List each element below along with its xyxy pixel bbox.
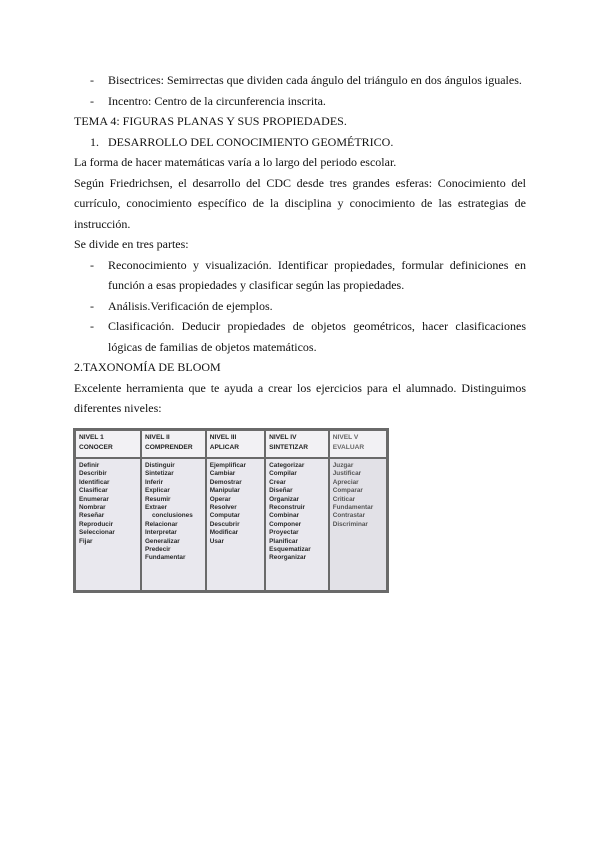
bloom-verb: Resolver [209,504,237,512]
bloom-verb: Inferir [144,478,164,486]
bloom-taxonomy-table [73,428,389,593]
bloom-column-header [76,431,140,457]
bloom-verb: Demostrar [209,478,242,486]
bloom-heading: 2.TAXONOMÍA DE BLOOM [74,360,221,374]
numbered-heading [74,132,526,153]
bloom-level-label: NIVEL V [332,434,359,441]
bloom-verb: Esquematizar [269,546,311,554]
bloom-verb-list [266,459,328,590]
list-dash: - [90,319,94,333]
bloom-verb: Reconstruir [269,504,306,512]
bloom-verb: Distinguir [144,462,175,469]
bloom-level-name: CONOCER [79,444,113,451]
bloom-verb: Comparar [332,487,363,495]
bloom-verb: Proyectar [269,529,299,537]
bloom-verb: Crear [269,478,286,486]
bloom-verb: Justificar [332,470,362,478]
bloom-verb-list [76,459,140,590]
bloom-column-header [266,431,328,457]
bloom-verb: Clasificar [79,487,108,495]
list-dash: - [90,73,94,87]
bloom-verb: Generalizar [144,537,180,545]
bloom-level-name: APLICAR [209,444,240,451]
bloom-verb: Definir [79,462,100,469]
list-item-bisectrices [74,70,526,91]
bloom-verb: Planificar [269,537,298,545]
list-dash: - [90,257,94,272]
bloom-verb-list [142,459,205,590]
bloom-verb: Resumir [144,495,171,503]
paragraph-bloom: Excelente herramienta que te ayuda a crear los ejercicios para el alumnado. Distinguimos diferentes niveles: [74,380,526,415]
bloom-verb: Fundamentar [332,504,374,512]
bloom-level-name: SINTETIZAR [269,444,308,451]
list-item-clasificacion [74,316,526,357]
paragraph-friedrichsen: Según Friedrichsen, el desarrollo del CDC desde tres grandes esferas: Conocimiento del currículo, conocimiento específico de la disciplina y conocimiento de las estrategias de instrucción. [74,175,526,231]
bloom-verb: Enumerar [79,495,109,503]
list-item-text: Análisis.Verificación de ejemplos. [108,298,273,313]
bloom-column-header [330,431,386,457]
bloom-verb: Usar [209,537,224,545]
bloom-verb-list [330,459,386,590]
bloom-verb: Modificar [209,529,239,537]
bloom-level-label: NIVEL IV [269,434,297,441]
bloom-verb: Componer [269,520,302,528]
bloom-verb: Categorizar [269,462,305,469]
bloom-level-name: EVALUAR [332,444,365,451]
bloom-verb-list [207,459,264,590]
bloom-verb: Predecir [144,546,171,554]
bloom-column-1 [76,431,140,590]
bloom-verb: Fundamentar [144,554,186,562]
list-item-text: Bisectrices: Semirrectas que dividen cada ángulo del triángulo en dos ángulos iguales. [108,73,522,87]
bloom-verb: Compilar [269,470,297,478]
paragraph-forma: La forma de hacer matemáticas varía a lo largo del periodo escolar. [74,155,397,169]
bloom-verb: Seleccionar [79,529,115,537]
bloom-verb: Interpretar [144,529,177,537]
bloom-verb: Juzgar [332,462,354,469]
bloom-verb: Explicar [144,487,170,495]
paragraph-divide: Se divide en tres partes: [74,237,189,251]
list-dash: - [90,298,94,313]
bloom-column-4 [266,431,328,590]
list-item-text: Reconocimiento y visualización. Identificar propiedades, formular definiciones en función a esas propiedades y clasificar según las propiedades. [108,257,526,292]
bloom-verb: Extraer [144,504,167,512]
bloom-verb: Reseñar [79,512,105,520]
bloom-column-header [142,431,205,457]
bloom-verb: Diseñar [269,487,293,495]
bloom-level-label: NIVEL II [144,434,170,441]
bloom-level-name: COMPRENDER [144,444,193,451]
bloom-verb: Organizar [269,495,299,503]
list-item-text: Clasificación. Deducir propiedades de objetos geométricos, hacer clasificaciones lógicas de familias de objetos matemáticos. [108,319,526,354]
bloom-column-2 [142,431,205,590]
bloom-verb: Combinar [269,512,299,520]
bloom-verb: Sintetizar [144,470,174,478]
bloom-verb: Contrastar [332,512,366,520]
bloom-column-3 [207,431,264,590]
list-item-incentro [74,91,526,112]
bloom-verb: Relacionar [144,520,178,528]
list-item-reconocimiento [74,255,526,296]
bloom-verb: Discriminar [332,520,368,528]
bloom-verb: Nombrar [79,504,106,512]
bloom-verb: Apreciar [332,478,359,486]
heading-number: 1. [90,134,99,149]
bloom-column-5 [330,431,386,590]
list-dash: - [90,93,94,108]
bloom-verb: Operar [209,495,231,503]
bloom-column-header [207,431,264,457]
bloom-verb: Reproducir [79,520,114,528]
bloom-verb: Descubrir [209,520,240,528]
bloom-verb: Cambiar [209,470,236,478]
bloom-verb: Computar [209,512,240,520]
bloom-verb: Reorganizar [269,554,307,562]
bloom-level-label: NIVEL III [209,434,237,441]
bloom-level-label: NIVEL 1 [79,434,104,441]
bloom-verb: Ejemplificar [209,462,246,469]
list-item-text: Incentro: Centro de la circunferencia inscrita. [108,93,326,108]
bloom-verb: conclusiones [151,512,193,520]
bloom-verb: Manipular [209,487,240,495]
heading-text: DESARROLLO DEL CONOCIMIENTO GEOMÉTRICO. [108,134,394,149]
tema-title: TEMA 4: FIGURAS PLANAS Y SUS PROPIEDADES. [74,114,347,128]
bloom-verb: Criticar [332,495,356,503]
list-item-analisis [74,296,526,317]
document-content [74,70,526,419]
bloom-verb: Fijar [79,537,93,545]
bloom-verb: Describir [79,470,107,478]
bloom-verb: Identificar [79,478,110,486]
